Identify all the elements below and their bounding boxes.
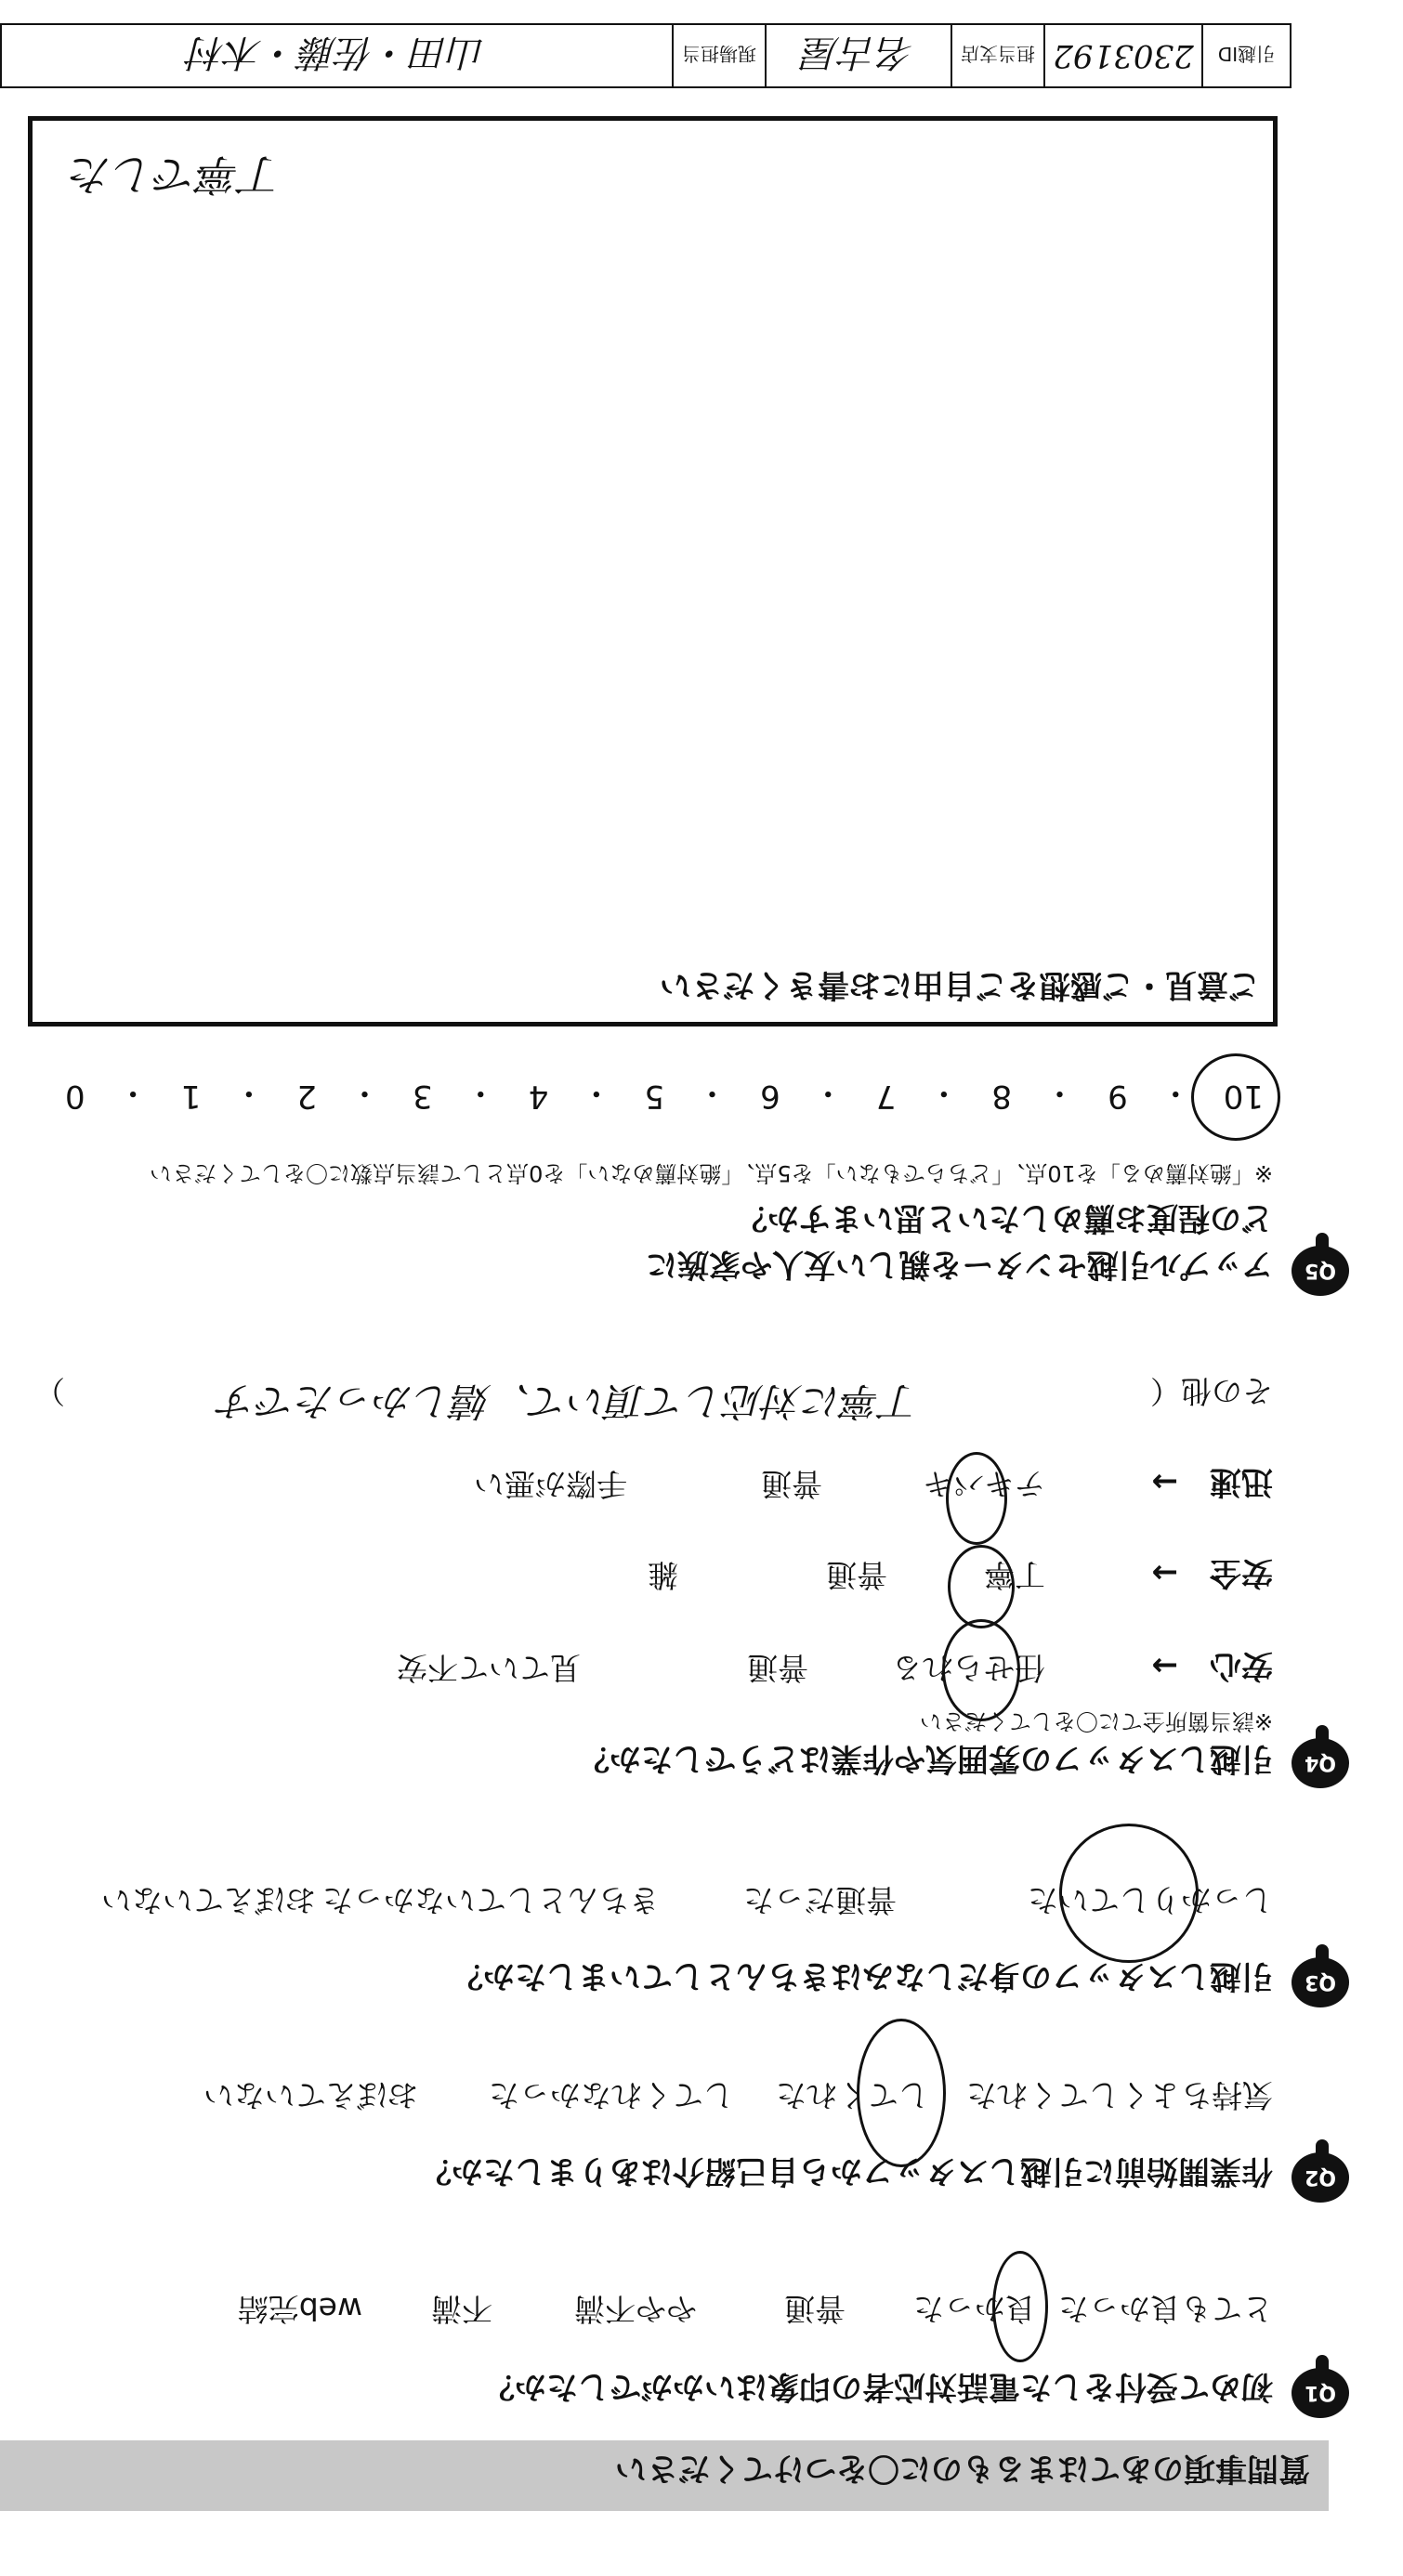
q5-sep: ・ bbox=[1160, 1074, 1192, 1112]
q5-score-7[interactable]: 7 bbox=[875, 1078, 897, 1115]
q1-opt-unsatisfied[interactable]: 不満 bbox=[431, 2291, 492, 2327]
q5-selected-mark bbox=[1191, 1053, 1280, 1141]
q5-sep: ・ bbox=[580, 1074, 612, 1112]
q1-opt-slightly-unsatisfied[interactable]: やや不満 bbox=[574, 2291, 697, 2327]
q2-opt-no[interactable]: してくれなかった bbox=[489, 2077, 734, 2113]
q4-row-jinsoku-label: 迅速 → bbox=[1151, 1463, 1273, 1500]
q5-score-1[interactable]: 1 bbox=[180, 1078, 202, 1115]
q5-sep: ・ bbox=[696, 1074, 728, 1112]
q5-sep: ・ bbox=[117, 1074, 150, 1112]
q5-score-9[interactable]: 9 bbox=[1108, 1078, 1128, 1115]
q2-selected-mark bbox=[857, 2019, 946, 2167]
q2-opt-gladly[interactable]: 気持ちよくしてくれた bbox=[966, 2077, 1273, 2113]
q4-anzen-opt-careful[interactable]: 丁寧 bbox=[984, 1557, 1045, 1593]
q4-other-label: その他（ bbox=[1150, 1373, 1273, 1409]
q5-sep: ・ bbox=[348, 1074, 381, 1112]
q3-opt-dont-remember[interactable]: おぼえていない bbox=[101, 1882, 316, 1918]
q1-opt-web[interactable]: web完結 bbox=[237, 2291, 362, 2327]
q5-score-0[interactable]: 0 bbox=[65, 1078, 85, 1115]
q5-score-3[interactable]: 3 bbox=[413, 1078, 433, 1115]
comment-handwritten: 丁寧でした bbox=[70, 150, 283, 200]
staff-label: 現場担当 bbox=[682, 43, 756, 66]
q5-score-4[interactable]: 4 bbox=[528, 1078, 549, 1115]
id-label-cell bbox=[1201, 25, 1290, 86]
q5-sep: ・ bbox=[812, 1074, 845, 1112]
q2-opt-dont-remember[interactable]: おぼえていない bbox=[203, 2077, 418, 2113]
q1-selected-mark bbox=[992, 2251, 1048, 2362]
q4-row-anshin-title: 安心 bbox=[1210, 1647, 1273, 1684]
q4-row-anzen-label: 安全 → bbox=[1151, 1554, 1273, 1591]
q4-anzen-selected-mark bbox=[948, 1545, 1015, 1628]
q4-jinsoku-opt-brisk[interactable]: テキパキ bbox=[923, 1466, 1045, 1502]
header-table bbox=[0, 23, 1292, 88]
q5-score-2[interactable]: 2 bbox=[296, 1078, 317, 1115]
q4-anshin-opt-anxious[interactable]: 見ていて不安 bbox=[397, 1650, 581, 1686]
q4-note: ※該当箇所全てに〇をしてください bbox=[919, 1708, 1273, 1734]
q2-badge: Q2 bbox=[1292, 2152, 1349, 2203]
id-label: 引越ID bbox=[1217, 43, 1276, 66]
q4-jinsoku-opt-clumsy[interactable]: 手際が悪い bbox=[474, 1466, 627, 1502]
comment-label: ご意見・ご感想をご自由にお書きください bbox=[660, 966, 1260, 1003]
q4-jinsoku-opt-normal[interactable]: 普通 bbox=[761, 1466, 822, 1502]
q3-opt-normal[interactable]: 普通だった bbox=[743, 1882, 897, 1918]
q2-opt-yes[interactable]: してくれた bbox=[776, 2077, 929, 2113]
q5-score-6[interactable]: 6 bbox=[760, 1078, 780, 1115]
q4-row-jinsoku-title: 迅速 bbox=[1210, 1463, 1273, 1500]
banner-text: 質問事項のあてはまるものに〇をつけてください bbox=[615, 2450, 1310, 2487]
q3-opt-neat[interactable]: しっかりしていた bbox=[1028, 1882, 1273, 1918]
q5-scale bbox=[65, 1073, 1264, 1119]
q5-score-10[interactable]: 10 bbox=[1223, 1078, 1264, 1115]
q4-anzen-opt-normal[interactable]: 普通 bbox=[826, 1557, 887, 1593]
q4-row-anzen-title: 安全 bbox=[1210, 1554, 1273, 1591]
q5-score-8[interactable]: 8 bbox=[991, 1078, 1013, 1115]
q5-badge: Q5 bbox=[1292, 1246, 1349, 1296]
instructions-banner bbox=[0, 2440, 1329, 2511]
q4-question: 引越しスタッフの雰囲気や作業はどうでしたか？ bbox=[578, 1740, 1273, 1777]
q4-other-handwritten[interactable]: 丁寧に対応して頂いて、嬉しかったです bbox=[217, 1379, 920, 1424]
q1-question: 初めて受付をした電話対応者の印象はいかがでしたか？ bbox=[483, 2368, 1273, 2405]
staff-label-cell bbox=[672, 25, 765, 86]
branch-value: 名古屋 bbox=[803, 31, 914, 74]
q4-badge: Q4 bbox=[1292, 1738, 1349, 1788]
q4-anzen-opt-rough[interactable]: 雑 bbox=[648, 1557, 678, 1593]
q4-row-anshin-label: 安心 → bbox=[1151, 1647, 1273, 1684]
q3-badge: Q3 bbox=[1292, 1957, 1349, 2007]
q3-selected-mark bbox=[1059, 1824, 1199, 1963]
staff-value: 山田・佐藤・木村 bbox=[188, 31, 486, 74]
q5-question-line1: アップル引越センターを親しい友人や家族に bbox=[646, 1246, 1273, 1283]
q4-anshin-opt-trust[interactable]: 任せられる bbox=[892, 1650, 1045, 1686]
id-value: 2303192 bbox=[1053, 37, 1194, 74]
q1-opt-good[interactable]: 良かった bbox=[913, 2291, 1036, 2327]
id-value-cell bbox=[1043, 25, 1201, 86]
q5-question-line2: どの程度お薦めしたいと思いますか？ bbox=[736, 1199, 1273, 1236]
q4-jinsoku-selected-mark bbox=[946, 1452, 1007, 1545]
branch-label-cell bbox=[951, 25, 1043, 86]
q1-opt-normal[interactable]: 普通 bbox=[784, 2291, 846, 2327]
q5-sep: ・ bbox=[465, 1074, 497, 1112]
comment-box[interactable] bbox=[28, 116, 1278, 1026]
staff-value-cell bbox=[2, 25, 672, 86]
q4-other-close: ） bbox=[34, 1373, 65, 1409]
q1-badge: Q1 bbox=[1292, 2368, 1349, 2418]
q5-score-5[interactable]: 5 bbox=[644, 1078, 665, 1115]
branch-value-cell bbox=[765, 25, 951, 86]
q5-note: ※「絶対薦める」を10点、「どちらでもない」を5点、「絶対薦めない」を0点として該当点数に〇をしてください bbox=[150, 1160, 1273, 1186]
q4-anshin-selected-mark bbox=[942, 1619, 1020, 1721]
q3-question: 引越しスタッフの身だしなみはきちんとしていましたか？ bbox=[452, 1957, 1273, 1994]
q5-sep: ・ bbox=[927, 1074, 960, 1112]
q5-sep: ・ bbox=[1043, 1074, 1076, 1112]
branch-label: 担当支店 bbox=[961, 43, 1035, 66]
q4-anshin-opt-normal[interactable]: 普通 bbox=[747, 1650, 808, 1686]
q5-sep: ・ bbox=[232, 1074, 265, 1112]
q2-question: 作業開始前に引越しスタッフから自己紹介はありましたか？ bbox=[420, 2152, 1273, 2190]
q3-opt-not-neat[interactable]: きちんとしていなかった bbox=[322, 1882, 660, 1918]
q1-opt-very-good[interactable]: とても良かった bbox=[1058, 2291, 1273, 2327]
